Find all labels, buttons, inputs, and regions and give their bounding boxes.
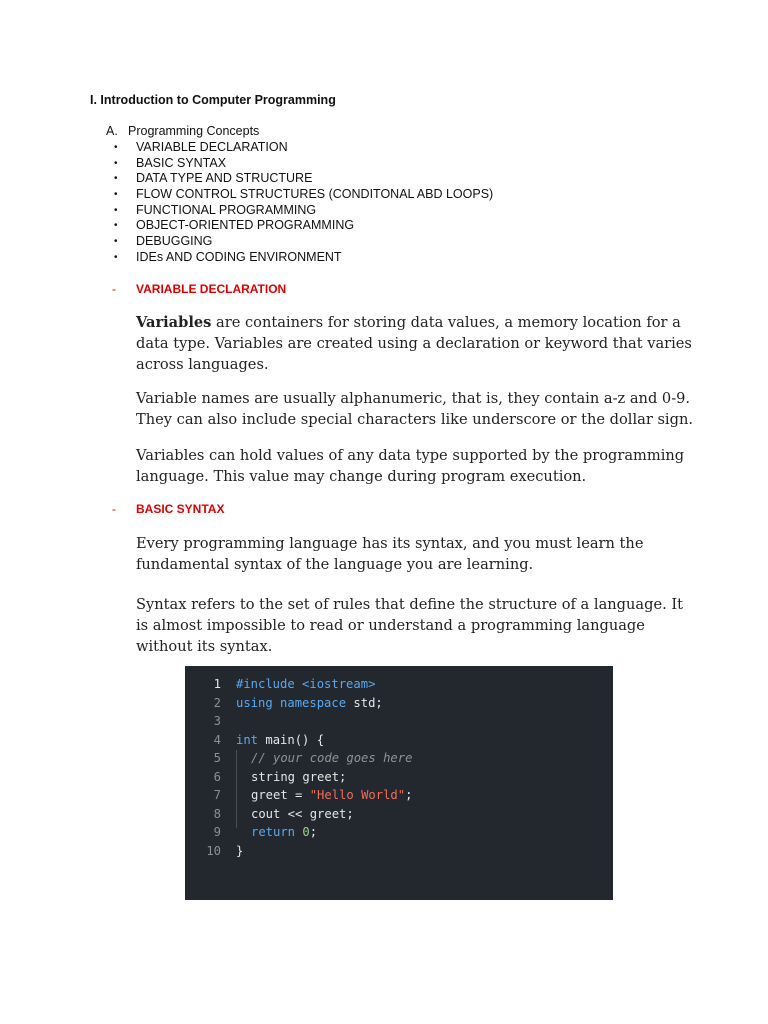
code-line (185, 675, 376, 694)
code-comment: // your code goes here (251, 751, 413, 765)
code-token: greet = (251, 788, 310, 802)
sub-heading (106, 124, 259, 138)
basic-syntax-heading (112, 502, 224, 516)
code-text (236, 731, 324, 750)
code-line (185, 749, 413, 768)
code-line (185, 823, 318, 842)
code-line (185, 694, 383, 713)
line-number: 3 (213, 714, 221, 728)
variables-definition: are containers for storing data values, a memory location for a data type. Variables are created using a declaration or keyword that varies across languages. (136, 314, 692, 373)
code-token: main() { (258, 732, 325, 747)
code-text: cout << greet; (251, 806, 354, 821)
line-number: 2 (213, 695, 221, 710)
bullet-icon: • (114, 142, 118, 153)
topic-list (114, 140, 493, 266)
bullet-icon: • (114, 251, 118, 263)
code-line (185, 768, 347, 787)
variables-term: Variables (136, 314, 212, 331)
code-text: } (236, 843, 244, 858)
code-line (185, 805, 354, 824)
number-literal: 0 (302, 825, 310, 839)
sub-heading-label: Programming Concepts (128, 124, 260, 138)
code-line (185, 712, 221, 731)
keyword: using namespace (236, 695, 347, 710)
bullet-icon: • (114, 157, 118, 169)
code-text (236, 694, 383, 713)
code-line (185, 786, 413, 805)
line-number: 8 (213, 806, 221, 821)
topic-label: FUNCTIONAL PROGRAMMING (136, 202, 317, 217)
indent-guide (236, 750, 237, 828)
code-text: string greet; (251, 769, 347, 784)
topic-label: BASIC SYNTAX (136, 155, 227, 170)
list-item (114, 203, 493, 219)
line-number: 9 (213, 825, 221, 839)
syntax-paragraph-2: Syntax refers to the set of rules that define the structure of a language. It is almost impossible to read or understand a programming language without its syntax. (136, 596, 683, 655)
line-number: 6 (213, 769, 221, 784)
topic-label: DEBUGGING (136, 234, 213, 249)
code-text (251, 786, 412, 805)
line-number: 5 (213, 751, 221, 765)
code-token: ; (405, 788, 413, 802)
string-literal: "Hello World" (309, 788, 406, 802)
topic-label: OBJECT-ORIENTED PROGRAMMING (136, 218, 355, 233)
bullet-icon: • (114, 189, 118, 201)
list-item (114, 250, 493, 266)
line-number: 10 (206, 843, 221, 858)
topic-label: VARIABLE DECLARATION (136, 140, 288, 154)
list-item (114, 140, 493, 156)
variable-declaration-heading (112, 282, 286, 296)
line-number: 4 (213, 732, 221, 747)
syntax-paragraph-1: Every programming language has its syntax, and you must learn the fundamental syntax of the language you are learning. (136, 535, 644, 573)
heading-text: BASIC SYNTAX (136, 502, 225, 516)
topic-label: DATA TYPE AND STRUCTURE (136, 171, 313, 186)
bullet-icon: • (114, 236, 118, 248)
line-number: 1 (213, 677, 221, 691)
heading-text: VARIABLE DECLARATION (136, 282, 287, 296)
code-line (185, 842, 244, 861)
keyword: int (236, 732, 259, 747)
code-token: std; (346, 695, 383, 710)
variables-paragraph-1 (136, 312, 696, 375)
list-item (114, 218, 493, 234)
dash-icon: - (112, 282, 116, 296)
list-item (114, 156, 493, 172)
line-number: 7 (213, 788, 221, 802)
code-line (185, 731, 325, 750)
topic-label: IDEs AND CODING ENVIRONMENT (136, 249, 342, 264)
variables-paragraph-3: Variables can hold values of any data type supported by the programming language. This value may change during program execution. (136, 447, 685, 485)
code-text (251, 823, 317, 842)
bullet-icon: • (114, 173, 118, 185)
sub-heading-letter: A. (106, 124, 118, 138)
variables-paragraph-2: Variable names are usually alphanumeric, that is, they contain a-z and 0-9. They can also include special characters like underscore or the dollar sign. (136, 390, 693, 428)
bullet-icon: • (114, 204, 118, 216)
bullet-icon: • (114, 220, 118, 232)
code-token: ; (309, 825, 318, 839)
list-item (114, 187, 493, 203)
list-item (114, 171, 493, 187)
include-directive: #include <iostream> (236, 677, 376, 691)
section-title: I. Introduction to Computer Programming (90, 93, 336, 107)
code-snippet (185, 666, 613, 900)
keyword: return (251, 825, 296, 839)
dash-icon: - (112, 502, 116, 516)
list-item (114, 234, 493, 250)
topic-label: FLOW CONTROL STRUCTURES (CONDITONAL ABD LOOPS) (136, 187, 494, 202)
